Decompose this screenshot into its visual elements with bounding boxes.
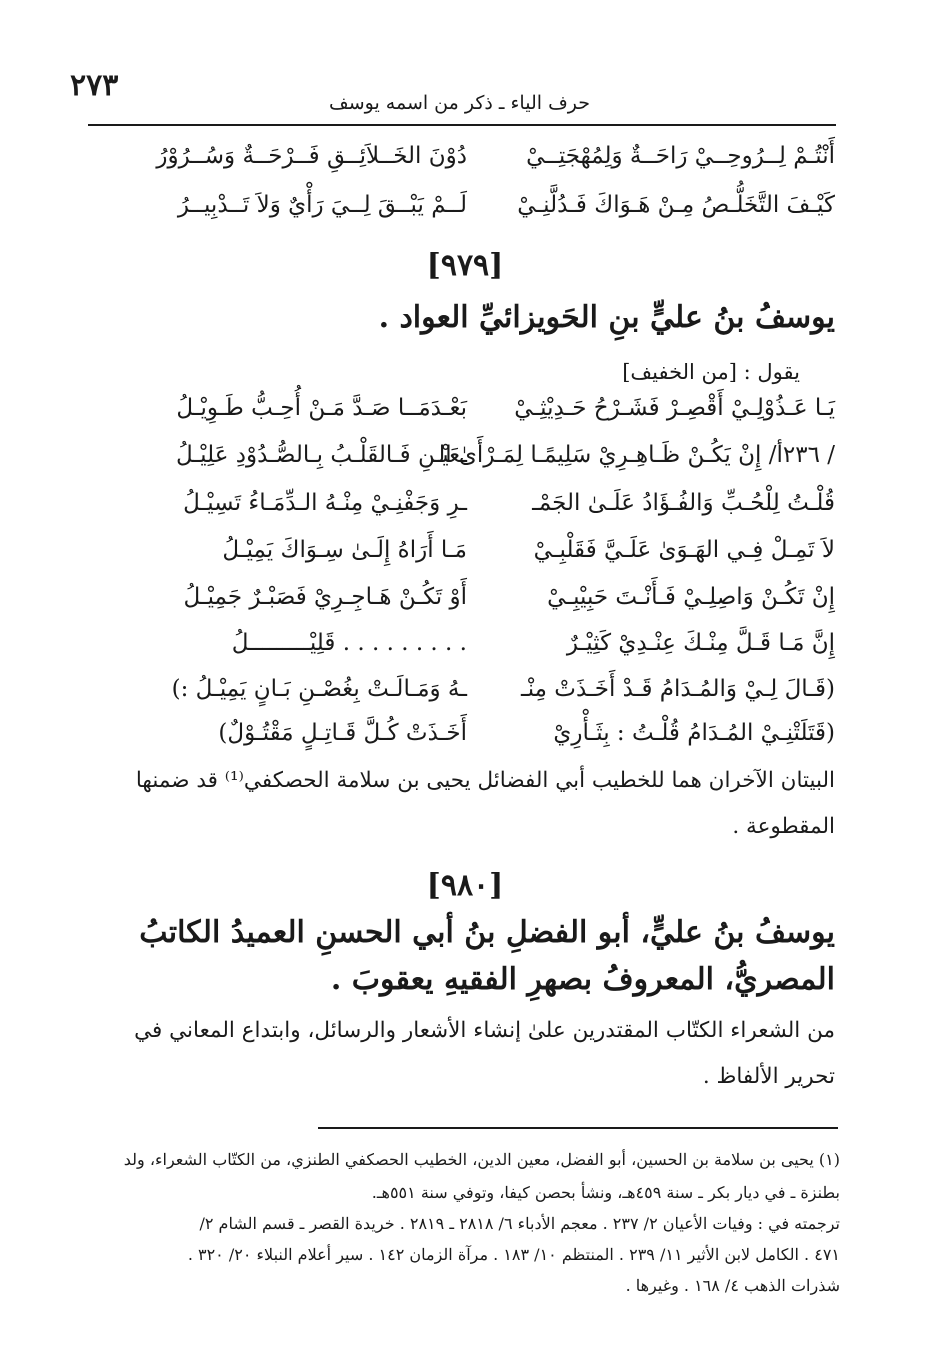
verse-first-hemistich: إِنْ تَكُـنْ وَاصِلِـيْ فَـأَنْـتَ حَبِيْبِـيْ bbox=[547, 584, 835, 610]
entry-paragraph-line: تحرير الألفاظ . bbox=[702, 1064, 835, 1089]
footnote-line: (١) يحيى بن سلامة بن الحسين، أبو الفضل، معين الدين، الخطيب الحصكفي الطنزي، من الكتّاب الشعراء، ولد bbox=[123, 1150, 840, 1169]
entry-paragraph-line: من الشعراء الكتّاب المقتدرين علىٰ إنشاء الأشعار والرسائل، وابتداع المعاني في bbox=[134, 1018, 835, 1043]
header-rule bbox=[88, 124, 836, 126]
verse-first-hemistich: يَـا عَـذُوْلِـيْ أَقْصِـرْ فَشَـرْحُ حَـدِيْثِـيْ bbox=[514, 395, 835, 421]
footnote-line: ترجمته في : وفيات الأعيان ٢/ ٢٣٧ . معجم الأدباء ٦/ ٢٨١٨ ـ ٢٨١٩ . خريدة القصر ـ قسم الشام ٢/ bbox=[199, 1214, 840, 1233]
verse-first-hemistich: إِنَّ مَـا قَـلَّ مِنْـكَ عِنْـدِيْ كَثِيْـرٌ bbox=[566, 630, 835, 656]
verse-first-hemistich: (قَـالَ لِـيْ وَالمُـدَامُ قَـدْ أَخَـذَتْ مِنْـ bbox=[520, 676, 835, 702]
verse-second-hemistich: ـعَيْـنِ فَـالقَلْـبُ بِـالصُّـدُوْدِ عَلِيْـلُ bbox=[176, 442, 467, 468]
verse-first-hemistich: أَنْتُـمْ لِــرُوحِــيْ رَاحَــةٌ وَلِمُهْجَتِــيْ bbox=[526, 143, 835, 169]
meter-note: يقول : [من الخفيف] bbox=[622, 360, 800, 384]
entry-number-980: [٩٨٠] bbox=[426, 868, 504, 903]
verse-first-hemistich: كَيْـفَ التَّخَلُّـصُ مِـنْ هَـوَاكَ فَـدُلَّنِـيْ bbox=[517, 192, 835, 218]
entry-title-980-line1: يوسفُ بنُ عليٍّ، أبو الفضلِ بنُ أبي الحسنِ العميدُ الكاتبُ bbox=[139, 915, 835, 950]
verse-second-hemistich: دُوْنَ الخَــلاَئِــقِ فَــرْحَــةٌ وَسُــرُوْرُ bbox=[156, 143, 467, 169]
page-number: ٢٧٣ bbox=[70, 68, 119, 103]
entry-title-980-line2: المصريُّ، المعروفُ بصهرِ الفقيهِ يعقوبَ . bbox=[330, 962, 835, 997]
verse-second-hemistich: بَعْـدَمَــا صَـدَّ مَـنْ أُحِـبُّ طَـوِيْـلُ bbox=[176, 395, 467, 421]
footnote-line: شذرات الذهب ٤/ ١٦٨ . وغيرها . bbox=[625, 1276, 840, 1295]
entry-note-line: البيتان الآخران هما للخطيب أبي الفضائل يحيى بن سلامة الحصكفي⁽¹⁾ قد ضمنها bbox=[135, 768, 835, 793]
verse-second-hemistich: مَـا أَرَاهُ إِلَـىٰ سِـوَاكَ يَمِيْـلُ bbox=[222, 537, 467, 563]
verse-first-hemistich: (قَتَلَتْنِـيْ المُـدَامُ قُلْـتُ : بِثَـأْرِيْ bbox=[553, 720, 835, 746]
verse-second-hemistich: ـرِ وَجَفْنِـيْ مِنْـهُ الـدِّمَـاءُ تَسِيْـلُ bbox=[183, 490, 467, 516]
verse-second-hemistich: ـهُ وَمَـالَـتْ بِغُصْـنِ بَـانٍ يَمِيْـلُ :) bbox=[171, 676, 467, 702]
footnote-rule bbox=[318, 1127, 838, 1129]
running-head: حرف الياء ـ ذكر من اسمه يوسف bbox=[329, 92, 590, 114]
verse-second-hemistich: لَــمْ يَبْــقَ لِــيَ رَأْيٌ وَلاَ تَــدْبِيــرُ bbox=[177, 192, 467, 218]
verse-first-hemistich: قُلْـتُ لِلْحُـبِّ وَالفُـؤَادُ عَلَـىٰ الجَمْـ bbox=[532, 490, 835, 516]
verse-second-hemistich: أَخَـذَتْ كُـلَّ قَـاتِـلٍ مَقْتُـوْلٌ) bbox=[218, 720, 467, 746]
entry-note-line: المقطوعة . bbox=[732, 814, 835, 839]
verse-second-hemistich: . . . . . . . . . قَلِيْـــــــــلُ bbox=[231, 630, 467, 656]
entry-number-979: [٩٧٩] bbox=[426, 248, 504, 283]
footnote-line: بطنزة ـ في ديار بكر ـ سنة ٤٥٩هـ، ونشأ بحصن كيفا، وتوفي سنة ٥٥١هـ. bbox=[371, 1183, 840, 1202]
verse-first-hemistich: / ٢٣٦أ/ إِنْ يَكُـنْ ظَـاهِـرِيْ سَلِيمًـا لِمَـرْأَىٰ الـ bbox=[431, 442, 835, 468]
verse-first-hemistich: لاَ تَمِـلْ فِـي الهَـوَىٰ عَلَـيَّ فَقَلْبِـيْ bbox=[533, 537, 835, 563]
entry-title-979: يوسفُ بنُ عليٍّ بنِ الحَويزائيِّ العواد . bbox=[378, 300, 835, 335]
verse-second-hemistich: أَوْ تَكُـنْ هَـاجِـرِيْ فَصَبْـرٌ جَمِيْـلُ bbox=[183, 584, 467, 610]
footnote-line: ٤٧١ . الكامل لابن الأثير ١١/ ٢٣٩ . المنتظم ١٠/ ١٨٣ . مرآة الزمان ١٤٢ . سير أعلام النبلاء ٢٠/ ٣٢٠ . bbox=[187, 1245, 840, 1264]
